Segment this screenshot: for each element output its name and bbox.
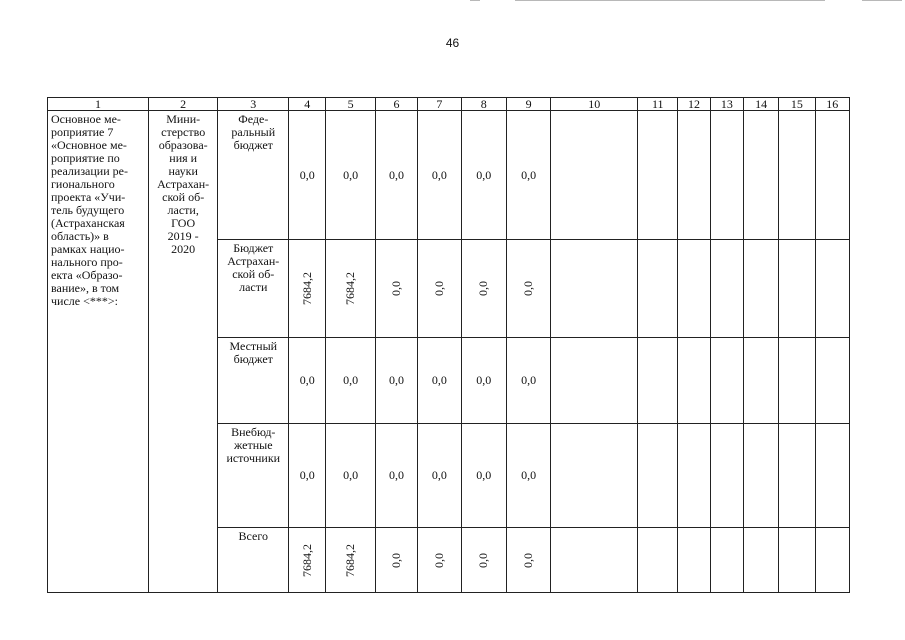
- amount-value: 7684,2: [343, 272, 358, 305]
- empty-cell: [551, 240, 638, 338]
- column-header: 5: [326, 98, 375, 111]
- scan-artifact-line: [470, 0, 480, 1]
- funding-source: Местный бюджет: [218, 338, 289, 424]
- amount-cell: [461, 111, 506, 240]
- amount-value: 0,0: [299, 468, 315, 482]
- amount-cell: [289, 111, 326, 240]
- amount-value: 0,0: [476, 167, 492, 182]
- empty-cell: [551, 111, 638, 240]
- amount-value: 0,0: [388, 468, 404, 482]
- empty-cell: [638, 424, 678, 528]
- amount-cell: [418, 424, 461, 528]
- column-header: 1: [48, 98, 149, 111]
- funding-source: Бюджет Астрахан- ской об- ласти: [218, 240, 289, 338]
- empty-cell: [743, 528, 778, 593]
- empty-cell: [678, 338, 710, 424]
- amount-cell: [461, 338, 506, 424]
- amount-value: 0,0: [521, 552, 536, 568]
- column-header: 15: [779, 98, 815, 111]
- column-header: 9: [506, 98, 550, 111]
- column-header: 8: [461, 98, 506, 111]
- amount-value: 7684,2: [299, 543, 314, 577]
- amount-cell: [418, 240, 461, 338]
- empty-cell: [743, 111, 778, 240]
- column-header: 12: [678, 98, 710, 111]
- table-row: [48, 111, 850, 240]
- amount-cell: [326, 424, 375, 528]
- empty-cell: [678, 528, 710, 593]
- empty-cell: [743, 338, 778, 424]
- amount-value: 0,0: [521, 167, 537, 182]
- empty-cell: [815, 424, 849, 528]
- amount-value: 0,0: [388, 167, 404, 182]
- executor-description: Мини- стерство образова- ния и науки Астрахан- ской об- ласти, ГОО 2019 - 2020: [148, 111, 218, 593]
- column-header: 16: [815, 98, 849, 111]
- empty-cell: [779, 240, 815, 338]
- amount-cell: [326, 338, 375, 424]
- empty-cell: [638, 240, 678, 338]
- amount-value: 0,0: [476, 281, 491, 296]
- empty-cell: [779, 111, 815, 240]
- empty-cell: [710, 424, 743, 528]
- amount-value: 0,0: [343, 167, 359, 182]
- amount-value: 0,0: [431, 167, 447, 182]
- empty-cell: [638, 338, 678, 424]
- amount-value: 0,0: [388, 281, 403, 296]
- amount-value: 0,0: [343, 468, 359, 482]
- amount-cell: [289, 240, 326, 338]
- amount-cell: [375, 338, 417, 424]
- empty-cell: [779, 528, 815, 593]
- column-header: 14: [743, 98, 778, 111]
- column-header: 10: [551, 98, 638, 111]
- amount-cell: [375, 528, 417, 593]
- amount-cell: [506, 240, 550, 338]
- empty-cell: [710, 528, 743, 593]
- amount-value: 0,0: [476, 552, 491, 568]
- amount-value: 0,0: [476, 468, 492, 482]
- amount-cell: [461, 528, 506, 593]
- empty-cell: [710, 240, 743, 338]
- scan-artifact-line: [515, 0, 825, 1]
- amount-value: 0,0: [388, 552, 403, 568]
- column-header: 4: [289, 98, 326, 111]
- amount-cell: [418, 111, 461, 240]
- empty-cell: [815, 528, 849, 593]
- scan-artifact-line: [862, 0, 902, 1]
- empty-cell: [743, 424, 778, 528]
- empty-cell: [815, 240, 849, 338]
- amount-value: 0,0: [521, 468, 537, 482]
- empty-cell: [551, 338, 638, 424]
- empty-cell: [779, 338, 815, 424]
- funding-source: Всего: [218, 528, 289, 593]
- empty-cell: [710, 111, 743, 240]
- empty-cell: [815, 338, 849, 424]
- column-header: 2: [148, 98, 218, 111]
- empty-cell: [710, 338, 743, 424]
- column-number-row: [48, 98, 850, 111]
- amount-value: 7684,2: [299, 272, 314, 305]
- column-header: 13: [710, 98, 743, 111]
- budget-table: [47, 97, 850, 593]
- amount-value: 0,0: [431, 281, 446, 296]
- empty-cell: [678, 111, 710, 240]
- amount-cell: [461, 424, 506, 528]
- amount-cell: [375, 424, 417, 528]
- amount-cell: [461, 240, 506, 338]
- empty-cell: [743, 240, 778, 338]
- amount-cell: [506, 424, 550, 528]
- activity-description: Основное ме- роприятие 7 «Основное ме- роприятие по реализации ре- гионального проекта «Учи- тель будущего (Астраханская область)» в рамках нацио- нального про- екта «Образо- вание», в том числе <***>:: [48, 111, 149, 593]
- amount-cell: [506, 528, 550, 593]
- amount-value: 0,0: [299, 167, 315, 182]
- amount-cell: [326, 111, 375, 240]
- amount-cell: [289, 338, 326, 424]
- amount-cell: [506, 111, 550, 240]
- amount-value: 0,0: [431, 468, 447, 482]
- amount-value: 0,0: [476, 373, 492, 387]
- column-header: 7: [418, 98, 461, 111]
- amount-cell: [375, 240, 417, 338]
- funding-source: Внебюд- жетные источники: [218, 424, 289, 528]
- empty-cell: [678, 240, 710, 338]
- page-number: 46: [445, 36, 460, 50]
- amount-cell: [289, 424, 326, 528]
- amount-cell: [326, 528, 375, 593]
- empty-cell: [551, 528, 638, 593]
- empty-cell: [638, 528, 678, 593]
- empty-cell: [815, 111, 849, 240]
- amount-value: 0,0: [343, 373, 359, 387]
- amount-value: 0,0: [431, 373, 447, 387]
- empty-cell: [678, 424, 710, 528]
- empty-cell: [551, 424, 638, 528]
- amount-value: 0,0: [521, 281, 536, 296]
- amount-value: 0,0: [388, 373, 404, 387]
- amount-cell: [506, 338, 550, 424]
- column-header: 11: [638, 98, 678, 111]
- empty-cell: [638, 111, 678, 240]
- amount-cell: [418, 338, 461, 424]
- column-header: 6: [375, 98, 417, 111]
- empty-cell: [779, 424, 815, 528]
- amount-value: 7684,2: [343, 543, 358, 577]
- amount-value: 0,0: [431, 552, 446, 568]
- column-header: 3: [218, 98, 289, 111]
- amount-cell: [326, 240, 375, 338]
- amount-value: 0,0: [521, 373, 537, 387]
- amount-cell: [375, 111, 417, 240]
- amount-cell: [418, 528, 461, 593]
- table-body: [48, 111, 850, 593]
- funding-source: Феде- ральный бюджет: [218, 111, 289, 240]
- amount-value: 0,0: [299, 373, 315, 387]
- amount-cell: [289, 528, 326, 593]
